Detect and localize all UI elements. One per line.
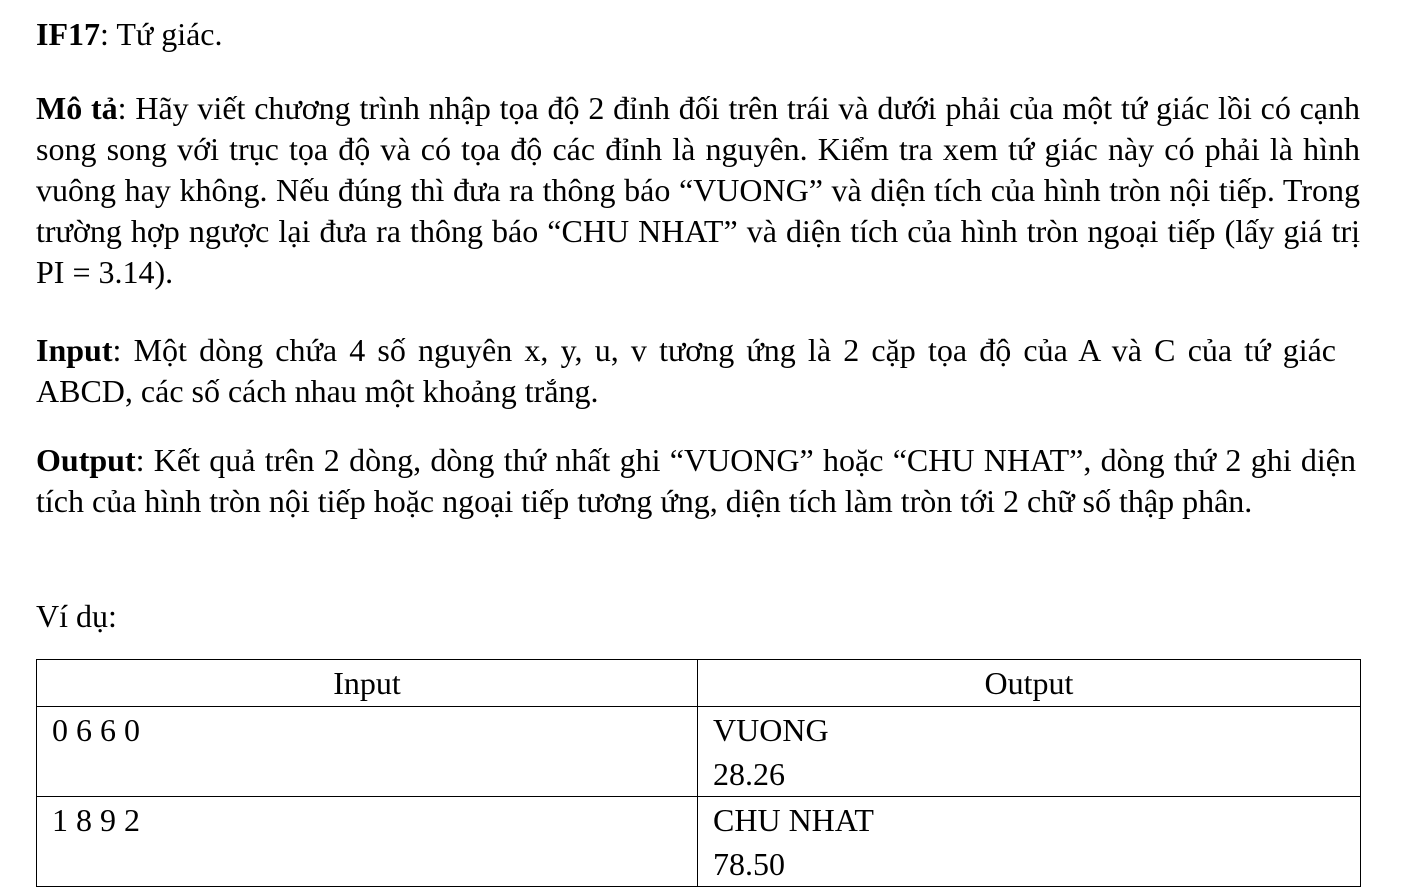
example-output-line: 28.26 — [713, 756, 785, 792]
example-output-cell — [698, 797, 1361, 887]
output-section — [36, 440, 1356, 522]
examples-table — [36, 659, 1361, 887]
example-label: Ví dụ: — [36, 598, 117, 634]
description-label: Mô tả — [36, 90, 118, 126]
output-text: : Kết quả trên 2 dòng, dòng thứ nhất ghi “VUONG” hoặc “CHU NHAT”, dòng thứ 2 ghi diện tích của hình tròn nội tiếp hoặc ngoại tiếp tương ứng, diện tích làm tròn tới 2 chữ số thập phân. — [36, 442, 1356, 519]
description-text: : Hãy viết chương trình nhập tọa độ 2 đỉnh đối trên trái và dưới phải của một tứ giác lồi có cạnh song song với trục tọa độ và có tọa độ các đỉnh là nguyên. Kiểm tra xem tứ giác này có phải là hình vuông hay không. Nếu đúng thì đưa ra thông báo “VUONG” và diện tích của hình tròn nội tiếp. Trong trường hợp ngược lại đưa ra thông báo “CHU NHAT” và diện tích của hình tròn ngoại tiếp (lấy giá trị PI = 3.14). — [36, 90, 1361, 290]
example-output-line: VUONG — [713, 712, 829, 748]
problem-code: IF17 — [36, 16, 100, 52]
example-input-cell — [37, 797, 698, 887]
example-output-line: CHU NHAT — [713, 802, 874, 838]
output-label: Output — [36, 442, 136, 478]
problem-title — [36, 14, 223, 54]
input-label: Input — [36, 332, 113, 368]
example-input-value: 1 8 9 2 — [52, 802, 140, 838]
input-text: : Một dòng chứa 4 số nguyên x, y, u, v tương ứng là 2 cặp tọa độ của A và C của tứ giác ABCD, các số cách nhau một khoảng trắng. — [36, 332, 1336, 409]
example-output-line: 78.50 — [713, 846, 785, 882]
problem-name: : Tứ giác. — [100, 16, 223, 52]
description-section — [36, 88, 1360, 293]
input-section — [36, 330, 1336, 412]
example-input-value: 0 6 6 0 — [52, 712, 140, 748]
table-row — [37, 797, 1361, 887]
example-input-cell — [37, 707, 698, 797]
header-output: Output — [698, 660, 1361, 707]
example-output-cell — [698, 707, 1361, 797]
header-input: Input — [37, 660, 698, 707]
table-header-row — [37, 660, 1361, 707]
table-row — [37, 707, 1361, 797]
